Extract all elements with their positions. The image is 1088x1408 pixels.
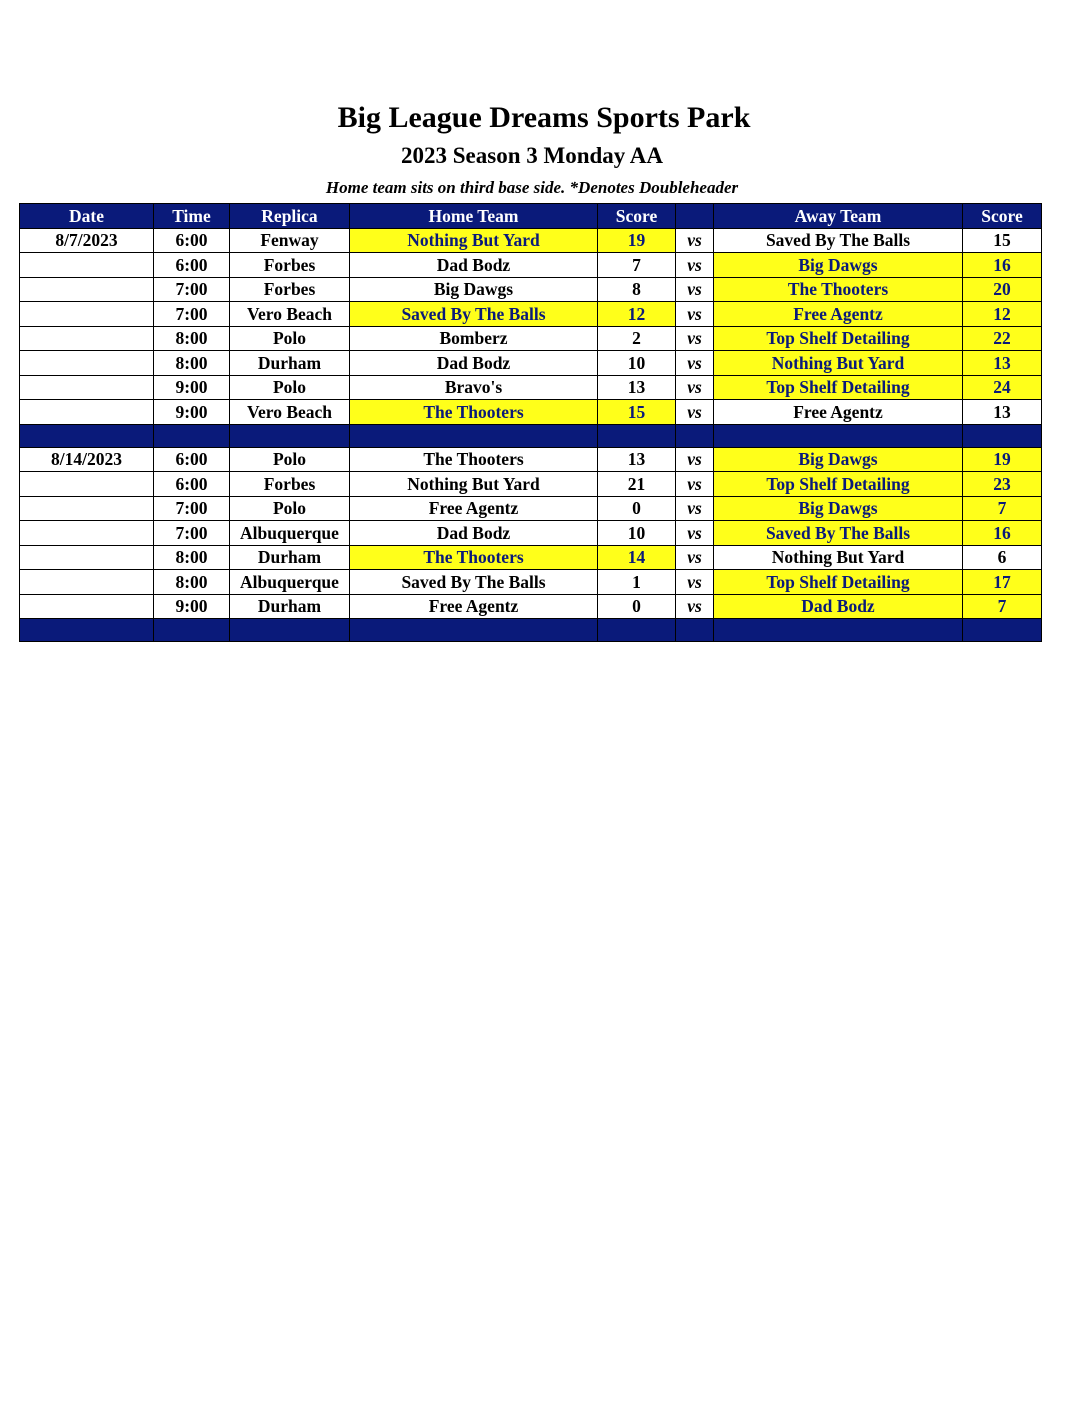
time-cell: 7:00: [154, 302, 230, 327]
date-cell: [20, 594, 154, 619]
home-team-cell: Free Agentz: [350, 496, 598, 521]
vs-cell: vs: [676, 375, 714, 400]
separator-cell: [154, 424, 230, 447]
separator-cell: [963, 619, 1042, 642]
date-cell: 8/7/2023: [20, 228, 154, 253]
away-team-cell: Dad Bodz: [714, 594, 963, 619]
vs-cell: vs: [676, 570, 714, 595]
game-row: [20, 545, 1042, 570]
home-score-cell: 14: [598, 545, 676, 570]
vs-cell: vs: [676, 277, 714, 302]
date-cell: [20, 277, 154, 302]
away-score-cell: 16: [963, 253, 1042, 278]
vs-cell: vs: [676, 545, 714, 570]
doubleheader-note: Home team sits on third base side. *Denotes Doubleheader: [325, 178, 739, 197]
date-cell: [20, 521, 154, 546]
home-team-cell: Dad Bodz: [350, 521, 598, 546]
home-team-cell: Nothing But Yard: [350, 228, 598, 253]
time-cell: 6:00: [154, 447, 230, 472]
col-header-vs: [676, 204, 714, 229]
date-cell: [20, 400, 154, 425]
field-cell: Durham: [230, 594, 350, 619]
away-team-cell: Free Agentz: [714, 400, 963, 425]
away-score-cell: 24: [963, 375, 1042, 400]
game-row: [20, 496, 1042, 521]
away-score-cell: 22: [963, 326, 1042, 351]
separator-cell: [20, 619, 154, 642]
separator-cell: [350, 619, 598, 642]
time-cell: 8:00: [154, 545, 230, 570]
separator-cell: [350, 424, 598, 447]
game-row: [20, 277, 1042, 302]
away-score-cell: 6: [963, 545, 1042, 570]
field-cell: Forbes: [230, 277, 350, 302]
field-cell: Forbes: [230, 253, 350, 278]
away-team-cell: Big Dawgs: [714, 496, 963, 521]
field-cell: Durham: [230, 545, 350, 570]
field-cell: Fenway: [230, 228, 350, 253]
time-cell: 8:00: [154, 351, 230, 376]
field-cell: Durham: [230, 351, 350, 376]
time-cell: 8:00: [154, 326, 230, 351]
time-cell: 7:00: [154, 277, 230, 302]
home-score-cell: 0: [598, 496, 676, 521]
time-cell: 9:00: [154, 400, 230, 425]
schedule-table: [19, 203, 1042, 642]
home-team-cell: Free Agentz: [350, 594, 598, 619]
home-score-cell: 13: [598, 447, 676, 472]
home-team-cell: Nothing But Yard: [350, 472, 598, 497]
home-team-cell: Saved By The Balls: [350, 570, 598, 595]
date-cell: [20, 545, 154, 570]
away-team-cell: Nothing But Yard: [714, 545, 963, 570]
home-score-cell: 1: [598, 570, 676, 595]
page-title: Big League Dreams Sports Park: [337, 101, 751, 134]
time-cell: 8:00: [154, 570, 230, 595]
home-score-cell: 15: [598, 400, 676, 425]
home-score-cell: 13: [598, 375, 676, 400]
week-separator-row: [20, 619, 1042, 642]
time-cell: 7:00: [154, 521, 230, 546]
vs-cell: vs: [676, 496, 714, 521]
away-team-cell: Saved By The Balls: [714, 521, 963, 546]
header-row: [20, 204, 1042, 229]
vs-cell: vs: [676, 521, 714, 546]
home-team-cell: The Thooters: [350, 400, 598, 425]
home-score-cell: 7: [598, 253, 676, 278]
away-score-cell: 15: [963, 228, 1042, 253]
col-header-away-team: Away Team: [714, 204, 963, 229]
separator-cell: [676, 424, 714, 447]
vs-cell: vs: [676, 400, 714, 425]
away-team-cell: Top Shelf Detailing: [714, 375, 963, 400]
separator-cell: [714, 424, 963, 447]
home-score-cell: 21: [598, 472, 676, 497]
home-team-cell: Bravo's: [350, 375, 598, 400]
time-cell: 6:00: [154, 228, 230, 253]
away-score-cell: 7: [963, 496, 1042, 521]
home-score-cell: 19: [598, 228, 676, 253]
away-team-cell: Free Agentz: [714, 302, 963, 327]
game-row: [20, 447, 1042, 472]
date-cell: [20, 496, 154, 521]
away-score-cell: 17: [963, 570, 1042, 595]
away-score-cell: 19: [963, 447, 1042, 472]
away-team-cell: Top Shelf Detailing: [714, 326, 963, 351]
home-team-cell: The Thooters: [350, 545, 598, 570]
vs-cell: vs: [676, 447, 714, 472]
game-row: [20, 302, 1042, 327]
separator-cell: [598, 424, 676, 447]
home-score-cell: 10: [598, 521, 676, 546]
date-cell: 8/14/2023: [20, 447, 154, 472]
field-cell: Polo: [230, 447, 350, 472]
col-header-home-score: Score: [598, 204, 676, 229]
away-score-cell: 13: [963, 351, 1042, 376]
away-team-cell: Big Dawgs: [714, 253, 963, 278]
home-score-cell: 8: [598, 277, 676, 302]
field-cell: Albuquerque: [230, 521, 350, 546]
field-cell: Polo: [230, 496, 350, 521]
vs-cell: vs: [676, 472, 714, 497]
home-team-cell: Saved By The Balls: [350, 302, 598, 327]
field-cell: Polo: [230, 375, 350, 400]
away-score-cell: 13: [963, 400, 1042, 425]
separator-cell: [20, 424, 154, 447]
away-score-cell: 16: [963, 521, 1042, 546]
col-header-time: Time: [154, 204, 230, 229]
game-row: [20, 228, 1042, 253]
away-score-cell: 23: [963, 472, 1042, 497]
separator-cell: [230, 424, 350, 447]
field-cell: Forbes: [230, 472, 350, 497]
date-cell: [20, 375, 154, 400]
date-cell: [20, 326, 154, 351]
page-subtitle: 2023 Season 3 Monday AA: [401, 143, 663, 168]
game-row: [20, 375, 1042, 400]
game-row: [20, 351, 1042, 376]
vs-cell: vs: [676, 228, 714, 253]
home-team-cell: The Thooters: [350, 447, 598, 472]
vs-cell: vs: [676, 351, 714, 376]
game-row: [20, 472, 1042, 497]
home-score-cell: 2: [598, 326, 676, 351]
game-row: [20, 570, 1042, 595]
away-team-cell: Top Shelf Detailing: [714, 472, 963, 497]
date-cell: [20, 351, 154, 376]
away-team-cell: The Thooters: [714, 277, 963, 302]
game-row: [20, 400, 1042, 425]
home-score-cell: 0: [598, 594, 676, 619]
away-team-cell: Top Shelf Detailing: [714, 570, 963, 595]
week-separator-row: [20, 424, 1042, 447]
date-cell: [20, 253, 154, 278]
home-score-cell: 12: [598, 302, 676, 327]
time-cell: 6:00: [154, 253, 230, 278]
date-cell: [20, 472, 154, 497]
away-team-cell: Saved By The Balls: [714, 228, 963, 253]
away-score-cell: 12: [963, 302, 1042, 327]
home-team-cell: Big Dawgs: [350, 277, 598, 302]
field-cell: Vero Beach: [230, 400, 350, 425]
time-cell: 9:00: [154, 375, 230, 400]
separator-cell: [676, 619, 714, 642]
time-cell: 7:00: [154, 496, 230, 521]
game-row: [20, 253, 1042, 278]
date-cell: [20, 570, 154, 595]
date-cell: [20, 302, 154, 327]
vs-cell: vs: [676, 302, 714, 327]
away-score-cell: 20: [963, 277, 1042, 302]
home-score-cell: 10: [598, 351, 676, 376]
separator-cell: [598, 619, 676, 642]
col-header-home-team: Home Team: [350, 204, 598, 229]
vs-cell: vs: [676, 253, 714, 278]
col-header-away-score: Score: [963, 204, 1042, 229]
time-cell: 6:00: [154, 472, 230, 497]
separator-cell: [963, 424, 1042, 447]
home-team-cell: Dad Bodz: [350, 351, 598, 376]
away-team-cell: Nothing But Yard: [714, 351, 963, 376]
field-cell: Polo: [230, 326, 350, 351]
field-cell: Vero Beach: [230, 302, 350, 327]
separator-cell: [154, 619, 230, 642]
field-cell: Albuquerque: [230, 570, 350, 595]
game-row: [20, 326, 1042, 351]
col-header-date: Date: [20, 204, 154, 229]
separator-cell: [714, 619, 963, 642]
vs-cell: vs: [676, 326, 714, 351]
col-header-replica: Replica: [230, 204, 350, 229]
home-team-cell: Dad Bodz: [350, 253, 598, 278]
home-team-cell: Bomberz: [350, 326, 598, 351]
game-row: [20, 594, 1042, 619]
separator-cell: [230, 619, 350, 642]
time-cell: 9:00: [154, 594, 230, 619]
game-row: [20, 521, 1042, 546]
away-score-cell: 7: [963, 594, 1042, 619]
vs-cell: vs: [676, 594, 714, 619]
away-team-cell: Big Dawgs: [714, 447, 963, 472]
